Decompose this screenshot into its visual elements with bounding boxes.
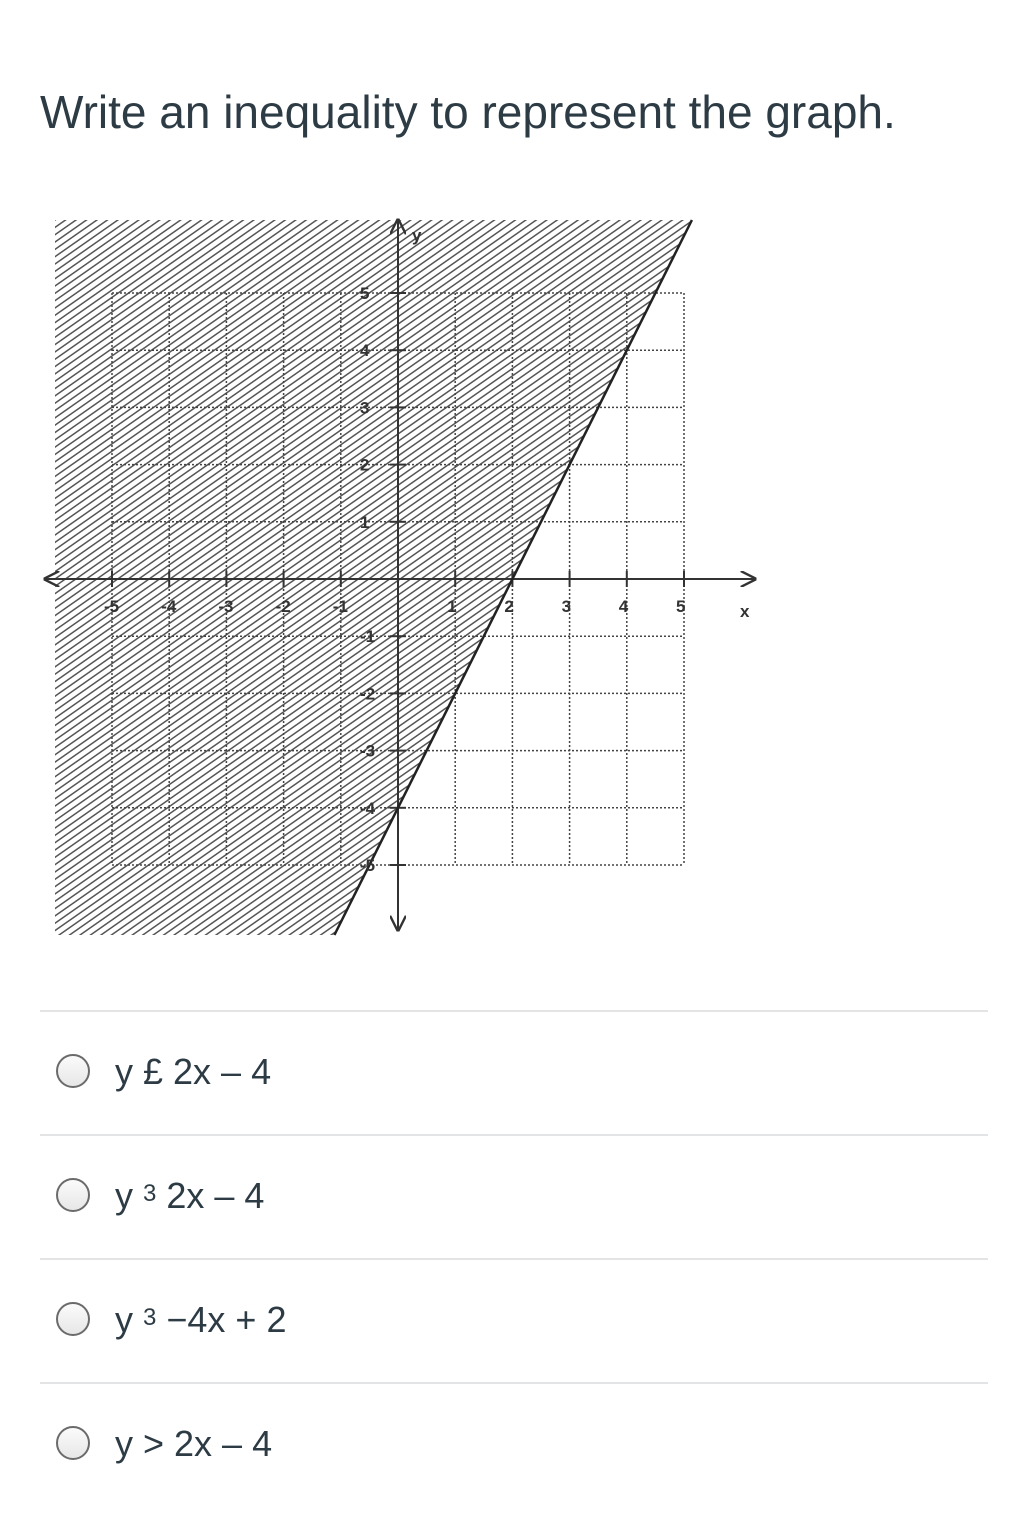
radio-button[interactable] [56,1426,90,1460]
x-tick-label: -5 [104,597,120,616]
x-tick-label: -1 [332,597,348,616]
y-tick-label: 4 [360,341,370,361]
x-tick-label: -3 [218,597,234,616]
x-tick-label: 2 [504,597,514,616]
answer-option-3[interactable] [40,1258,988,1382]
answer-list [40,1010,988,1506]
y-tick-label: -3 [360,741,376,761]
radio-button[interactable] [56,1054,90,1088]
x-tick-label: 1 [447,597,457,616]
y-tick-label: -2 [360,684,376,704]
x-tick-label: 3 [561,597,572,616]
y-tick-label: 2 [360,455,370,475]
x-tick-label: 4 [618,597,629,616]
question-text: Write an inequality to represent the graph. [40,86,896,138]
answer-label[interactable]: y > 2x – 4 [115,1423,273,1464]
radio-button[interactable] [56,1302,90,1336]
y-tick-label: 3 [360,398,370,418]
y-axis-label: y [412,226,422,245]
answer-option-4[interactable] [40,1382,988,1506]
y-tick-label: 5 [360,284,370,303]
answer-option-1[interactable] [40,1010,988,1134]
radio-button[interactable] [56,1178,90,1212]
answer-label[interactable]: y $^3$ −4x + 2 [115,1299,287,1340]
y-tick-label: -4 [360,798,376,818]
inequality-graph [40,215,760,940]
y-tick-label: -5 [360,856,376,875]
y-tick-label: -1 [360,627,376,647]
x-tick-label: -4 [161,597,177,616]
x-tick-label: 5 [676,597,686,616]
answer-option-2[interactable] [40,1134,988,1258]
x-axis-label: x [740,602,750,621]
answer-label[interactable]: y £ 2x – 4 [115,1051,272,1092]
shaded-region [55,220,692,935]
answer-label[interactable]: y $^3$ 2x – 4 [115,1175,265,1216]
y-tick-label: 1 [360,512,370,532]
x-tick-label: -2 [275,597,291,616]
